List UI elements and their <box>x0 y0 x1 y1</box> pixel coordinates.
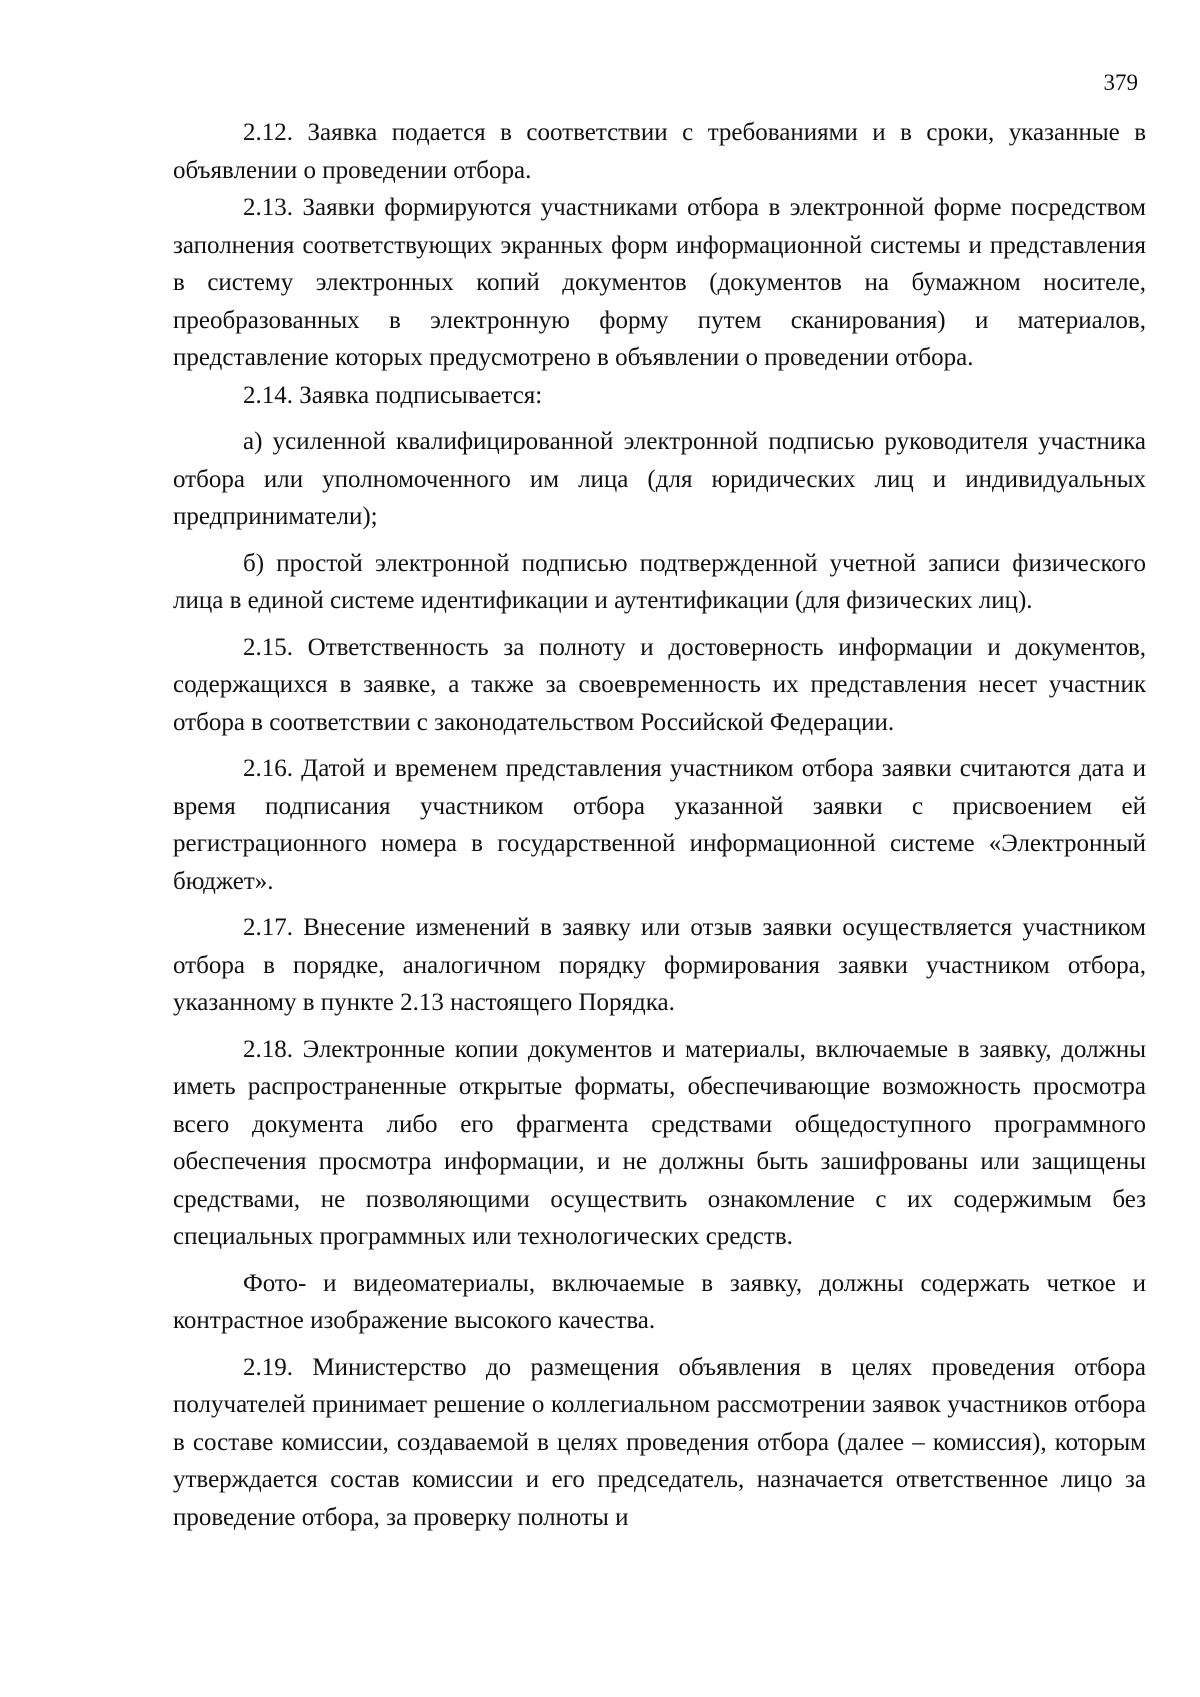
paragraph-2-14: 2.14. Заявка подписывается: <box>243 381 543 409</box>
document-body <box>173 114 1146 1536</box>
paragraph-2-14-b: б) простой электронной подписью подтвержденной учетной записи физического лица в единой системе идентификации и аутентификации (для физических лиц). <box>173 549 1146 614</box>
paragraph-2-18: 2.18. Электронные копии документов и материалы, включаемые в заявку, должны иметь распространенные открытые форматы, обеспечивающие возможность просмотра всего документа либо его фрагмента средствами общедоступного программного обеспечения просмотра информации, и не должны быть зашифрованы или защищены средствами, не позволяющими осуществить ознакомление с их содержимым без специальных программных или технологических средств. <box>173 1035 1146 1250</box>
paragraph-photo-video: Фото- и видеоматериалы, включаемые в заявку, должны содержать четкое и контрастное изображение высокого качества. <box>173 1269 1146 1334</box>
page-number: 379 <box>1103 70 1138 95</box>
paragraph-2-19: 2.19. Министерство до размещения объявления в целях проведения отбора получателей принимает решение о коллегиальном рассмотрении заявок участников отбора в составе комиссии, создаваемой в целях проведения отбора (далее – комиссия), которым утверждается состав комиссии и его председатель, назначается ответственное лицо за проведение отбора, за проверку полноты и <box>173 1353 1146 1531</box>
paragraph-2-16: 2.16. Датой и временем представления участником отбора заявки считаются дата и время подписания участником отбора указанной заявки с присвоением ей регистрационного номера в государственной информационной системе «Электронный бюджет». <box>173 755 1146 895</box>
paragraph-2-14-a: а) усиленной квалифицированной электронной подписью руководителя участника отбора или уполномоченного им лица (для юридических лиц и индивидуальных предприниматели); <box>173 428 1146 530</box>
paragraph-2-13: 2.13. Заявки формируются участниками отбора в электронной форме посредством заполнения соответствующих экранных форм информационной системы и представления в систему электронных копий документов (документов на бумажном носителе, преобразованных в электронную форму путем сканирования) и материалов, представление которых предусмотрено в объявлении о проведении отбора. <box>173 194 1146 371</box>
paragraph-2-17: 2.17. Внесение изменений в заявку или отзыв заявки осуществляется участником отбора в порядке, аналогичном порядку формирования заявки участником отбора, указанному в пункте 2.13 настоящего Порядка. <box>173 914 1146 1016</box>
paragraph-2-12: 2.12. Заявка подается в соответствии с требованиями и в сроки, указанные в объявлении о проведении отбора. <box>173 119 1146 184</box>
paragraph-2-15: 2.15. Ответственность за полноту и достоверность информации и документов, содержащихся в заявке, а также за своевременность их представления несет участник отбора в соответствии с законодательством Российской Федерации. <box>173 633 1146 736</box>
